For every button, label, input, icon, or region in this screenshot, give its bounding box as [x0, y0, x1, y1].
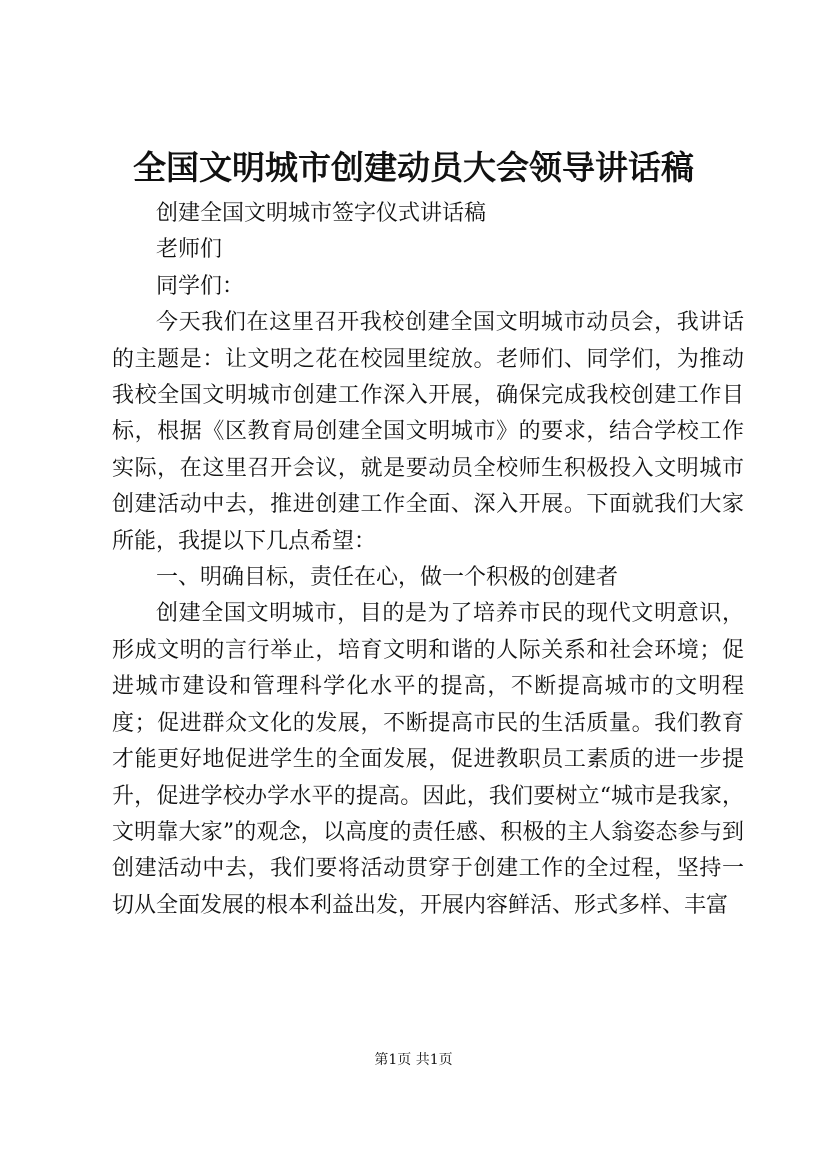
paragraph-salutation-students: 同学们：: [156, 273, 245, 299]
paragraph-subtitle: 创建全国文明城市签字仪式讲话稿: [156, 201, 487, 226]
page-footer: 第1页 共1页: [374, 1052, 453, 1068]
paragraph-salutation-teachers: 老师们: [156, 237, 223, 263]
paragraph-heading-one: 一、明确目标，责任在心，做一个积极的创建者: [156, 565, 619, 591]
paragraph-section-one: 创建全国文明城市，目的是为了培养市民的现代文明意识，形成文明的言行举止，培育文明和谐的人际关系和社会环境；促进城市建设和管理科学化水平的提高，不断提高城市的文明程度；促进群众文化的发展，不断提高市民的生活质量。我们教育才能更好地促进学生的全面发展，促进教职员工素质的进一步提升，促进学校办学水平的提高。因此，我们要树立“城市是我家，文明靠大家”的观念，以高度的责任感、积极的主人翁姿态参与到创建活动中去，我们要将活动贯穿于创建工作的全过程，坚持一切从全面发展的根本利益出发，开展内容鲜活、形式多样、丰富: [112, 601, 744, 918]
document-body: [112, 196, 744, 924]
document-title: 全国文明城市创建动员大会领导讲话稿: [133, 148, 694, 187]
paragraph-intro: 今天我们在这里召开我校创建全国文明城市动员会，我讲话的主题是：让文明之花在校园里绽放。老师们、同学们，为推动我校全国文明城市创建工作深入开展，确保完成我校创建工作目标，根据《区教育局创建全国文明城市》的要求，结合学校工作实际，在这里召开会议，就是要动员全校师生积极投入文明城市创建活动中去，推进创建工作全面、深入开展。下面就我们大家所能，我提以下几点希望：: [112, 310, 744, 554]
